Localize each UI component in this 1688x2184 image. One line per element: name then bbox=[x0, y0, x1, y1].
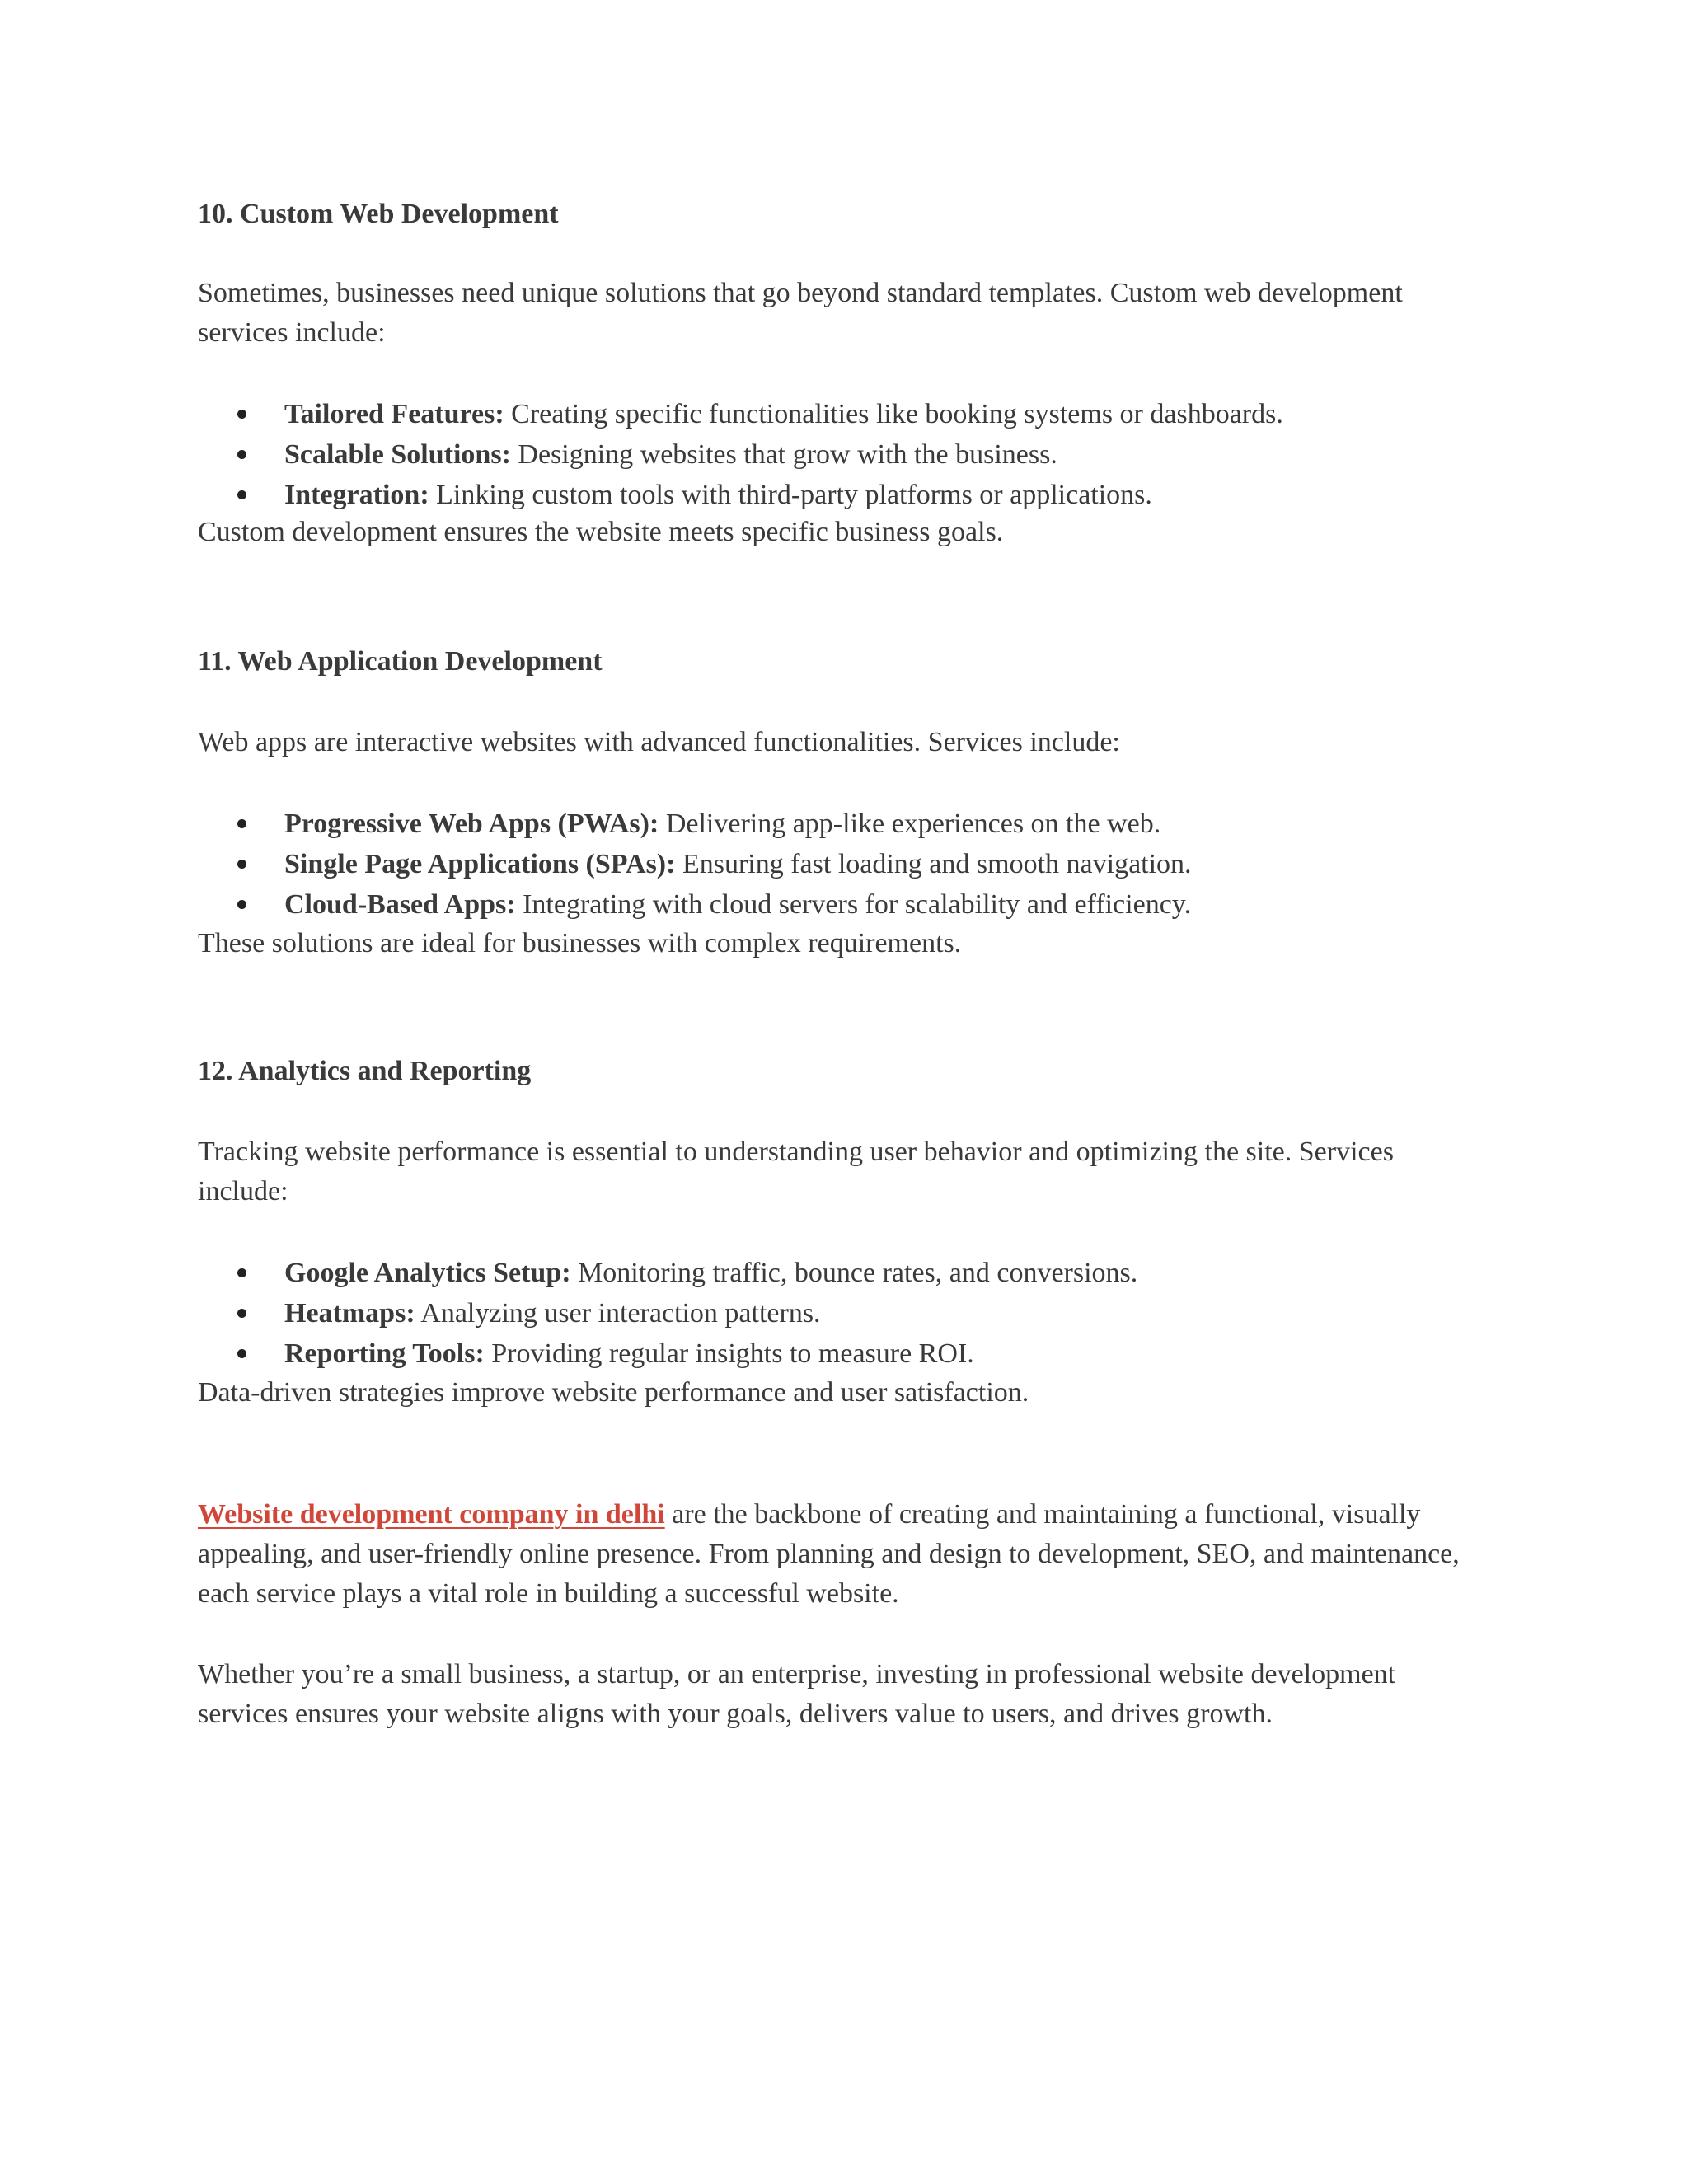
conclusion-paragraph bbox=[198, 1495, 1484, 1614]
bullet-icon bbox=[237, 1309, 246, 1318]
section-heading: 11. Web Application Development bbox=[198, 646, 603, 677]
item-term: Single Page Applications (SPAs): bbox=[284, 849, 676, 879]
section-outro: These solutions are ideal for businesses with complex requirements. bbox=[198, 928, 962, 958]
item-text: Linking custom tools with third-party platforms or applications. bbox=[429, 480, 1152, 510]
section-outro: Custom development ensures the website meets specific business goals. bbox=[198, 517, 1004, 547]
section-web-application-development bbox=[198, 642, 1500, 958]
list-item bbox=[198, 884, 1500, 925]
list-item bbox=[198, 1333, 1500, 1374]
item-term: Scalable Solutions: bbox=[284, 439, 511, 470]
bullet-icon bbox=[237, 450, 246, 459]
section-intro: Tracking website performance is essential to understanding user behavior and optimizing the site. Services include: bbox=[198, 1137, 1394, 1207]
section-intro: Sometimes, businesses need unique solutions that go beyond standard templates. Custom web development services include: bbox=[198, 278, 1403, 348]
item-term: Google Analytics Setup: bbox=[284, 1258, 571, 1288]
conclusion-text: are the backbone of creating and maintaining a functional, visually appealing, and user-friendly online presence. From planning and design to development, SEO, and maintenance, each service plays a vital role in building a successful website. bbox=[198, 1499, 1460, 1609]
list-item bbox=[198, 434, 1500, 475]
item-text: Ensuring fast loading and smooth navigation. bbox=[675, 849, 1192, 879]
item-term: Cloud-Based Apps: bbox=[284, 889, 516, 920]
bullet-list bbox=[198, 1253, 1500, 1374]
section-intro: Web apps are interactive websites with advanced functionalities. Services include: bbox=[198, 727, 1120, 757]
bullet-icon bbox=[237, 1268, 246, 1277]
bullet-icon bbox=[237, 900, 246, 909]
section-analytics-and-reporting bbox=[198, 1052, 1500, 1408]
list-item bbox=[198, 804, 1500, 844]
item-text: Analyzing user interaction patterns. bbox=[415, 1298, 821, 1329]
bullet-icon bbox=[237, 1349, 246, 1358]
item-text: Delivering app-like experiences on the web. bbox=[659, 808, 1161, 839]
bullet-list bbox=[198, 804, 1500, 925]
bullet-icon bbox=[237, 819, 246, 828]
item-term: Reporting Tools: bbox=[284, 1338, 485, 1369]
closing-paragraph: Whether you’re a small business, a startup, or an enterprise, investing in professional website development services ensures your website aligns with your goals, delivers value to users, and drives growth. bbox=[198, 1659, 1396, 1729]
section-heading: 12. Analytics and Reporting bbox=[198, 1056, 532, 1086]
item-term: Heatmaps: bbox=[284, 1298, 415, 1329]
section-custom-web-development bbox=[198, 194, 1500, 547]
list-item bbox=[198, 475, 1500, 515]
item-term: Tailored Features: bbox=[284, 399, 504, 429]
item-term: Progressive Web Apps (PWAs): bbox=[284, 808, 659, 839]
bullet-icon bbox=[237, 410, 246, 419]
item-text: Integrating with cloud servers for scalability and efficiency. bbox=[515, 889, 1192, 920]
list-item bbox=[198, 394, 1500, 434]
list-item bbox=[198, 1253, 1500, 1293]
bullet-icon bbox=[237, 860, 246, 869]
company-link[interactable]: Website development company in delhi bbox=[198, 1499, 665, 1530]
bullet-icon bbox=[237, 490, 246, 499]
section-heading: 10. Custom Web Development bbox=[198, 199, 559, 229]
list-item bbox=[198, 844, 1500, 884]
item-term: Integration: bbox=[284, 480, 429, 510]
bullet-list bbox=[198, 394, 1500, 515]
list-item bbox=[198, 1293, 1500, 1333]
item-text: Providing regular insights to measure ROI. bbox=[484, 1338, 974, 1369]
item-text: Designing websites that grow with the business. bbox=[510, 439, 1057, 470]
section-outro: Data-driven strategies improve website performance and user satisfaction. bbox=[198, 1377, 1029, 1408]
item-text: Creating specific functionalities like booking systems or dashboards. bbox=[504, 399, 1283, 429]
item-text: Monitoring traffic, bounce rates, and conversions. bbox=[570, 1258, 1138, 1288]
conclusion bbox=[198, 1495, 1500, 1729]
